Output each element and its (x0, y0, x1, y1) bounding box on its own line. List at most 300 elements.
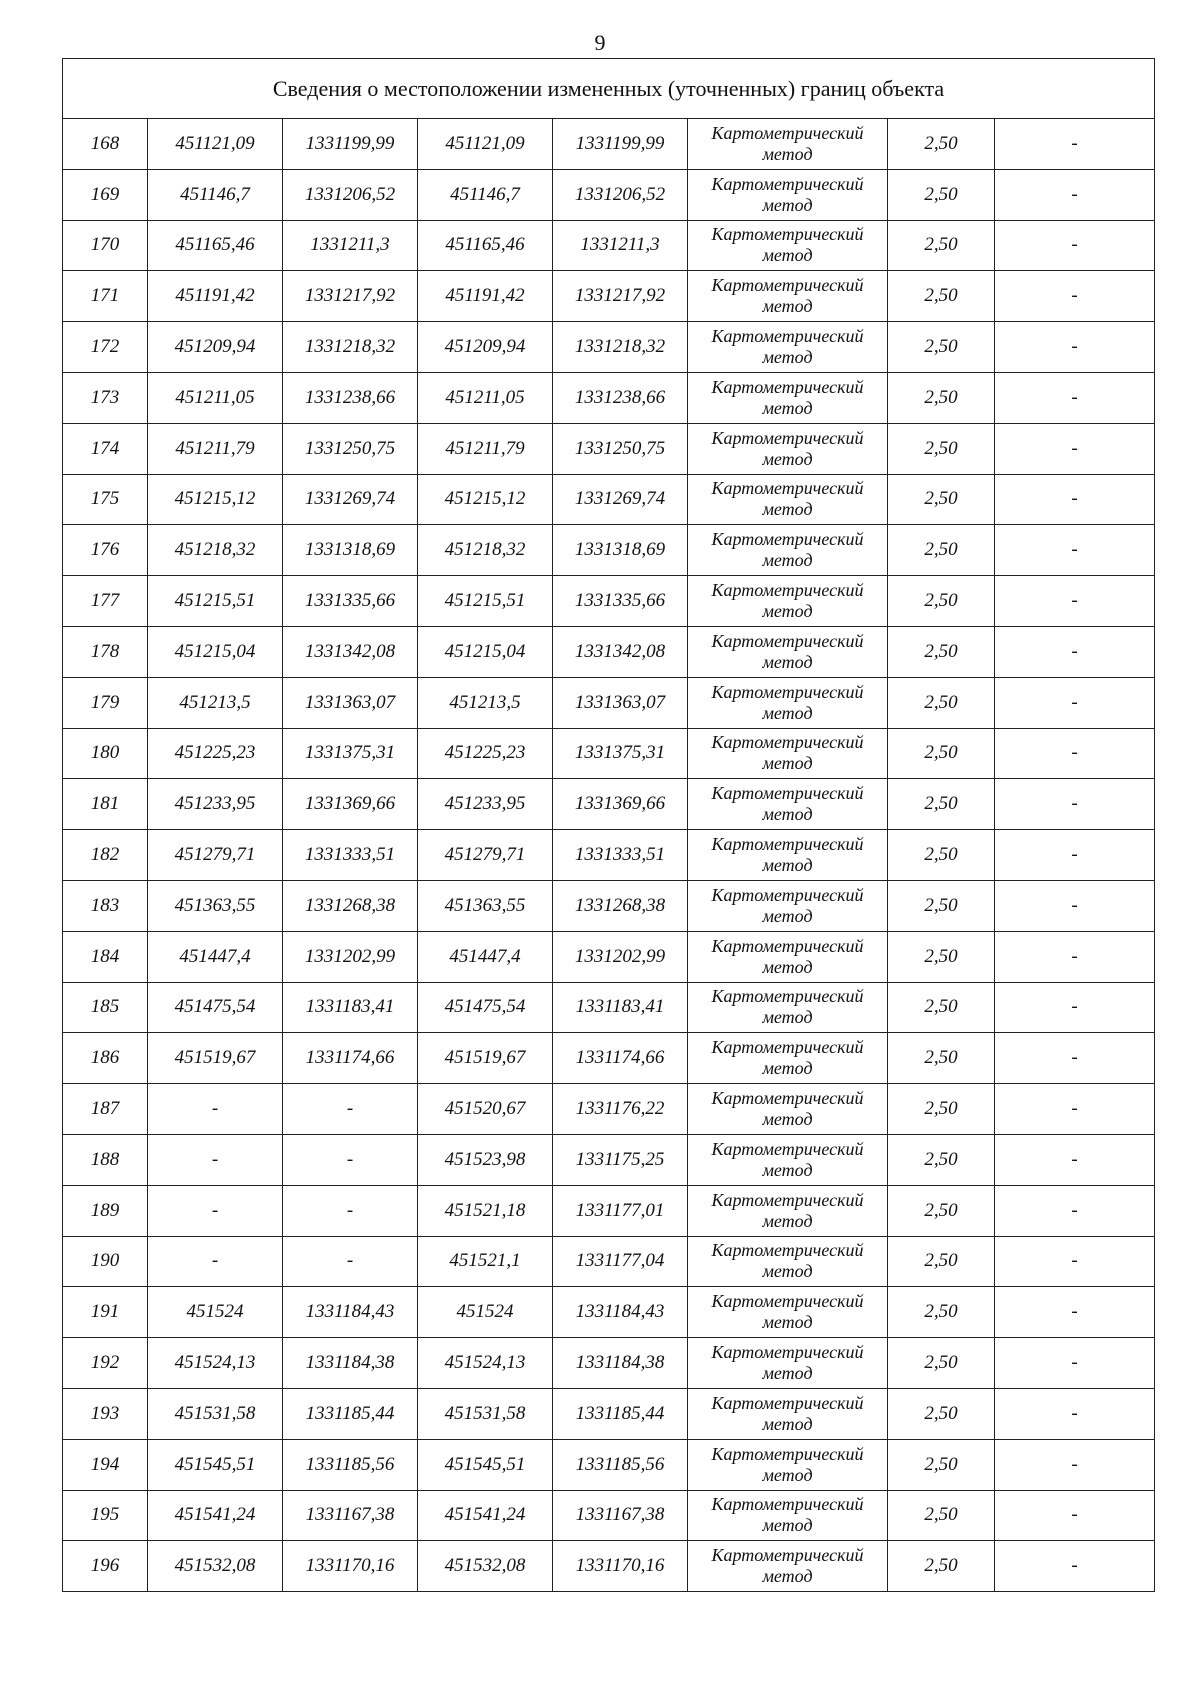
table-row (63, 1134, 1155, 1185)
cell-description: - (995, 1185, 1155, 1236)
cell-accuracy: 2,50 (888, 779, 995, 830)
cell-existing-x: 451541,24 (148, 1490, 283, 1541)
cell-new-x: 451545,51 (418, 1439, 553, 1490)
cell-existing-x: 451531,58 (148, 1388, 283, 1439)
method-line1: Картометрический (711, 275, 864, 296)
cell-point-number: 189 (63, 1185, 148, 1236)
table-row (63, 1338, 1155, 1389)
cell-new-y: 1331363,07 (553, 677, 688, 728)
method-line2: метод (762, 143, 813, 164)
cell-existing-y: 1331318,69 (283, 525, 418, 576)
method-line1: Картометрический (711, 478, 864, 499)
cell-accuracy: 2,50 (888, 474, 995, 525)
cell-existing-x: 451225,23 (148, 728, 283, 779)
cell-existing-y: 1331369,66 (283, 779, 418, 830)
cell-method (688, 119, 888, 170)
cell-new-y: 1331185,44 (553, 1388, 688, 1439)
method-line1: Картометрический (711, 884, 864, 905)
method-line2: метод (762, 1261, 813, 1282)
cell-accuracy: 2,50 (888, 1084, 995, 1135)
method-line2: метод (762, 702, 813, 723)
cell-description: - (995, 474, 1155, 525)
cell-existing-y: 1331217,92 (283, 271, 418, 322)
table-row (63, 1490, 1155, 1541)
cell-new-y: 1331369,66 (553, 779, 688, 830)
cell-existing-y: 1331333,51 (283, 830, 418, 881)
cell-existing-y: 1331250,75 (283, 423, 418, 474)
cell-existing-y: 1331218,32 (283, 322, 418, 373)
method-line2: метод (762, 1464, 813, 1485)
table-row (63, 372, 1155, 423)
cell-method (688, 677, 888, 728)
method-line1: Картометрический (711, 1037, 864, 1058)
cell-method (688, 830, 888, 881)
cell-point-number: 196 (63, 1541, 148, 1592)
cell-new-y: 1331375,31 (553, 728, 688, 779)
cell-accuracy: 2,50 (888, 728, 995, 779)
cell-point-number: 174 (63, 423, 148, 474)
cell-existing-y: 1331183,41 (283, 982, 418, 1033)
cell-new-y: 1331176,22 (553, 1084, 688, 1135)
boundary-coordinates-table (62, 58, 1155, 1592)
cell-new-x: 451165,46 (418, 220, 553, 271)
method-line2: метод (762, 1363, 813, 1384)
method-line1: Картометрический (711, 326, 864, 347)
cell-method (688, 169, 888, 220)
cell-accuracy: 2,50 (888, 1134, 995, 1185)
cell-accuracy: 2,50 (888, 982, 995, 1033)
cell-new-y: 1331211,3 (553, 220, 688, 271)
table-body (63, 119, 1155, 1592)
cell-accuracy: 2,50 (888, 1388, 995, 1439)
cell-accuracy: 2,50 (888, 677, 995, 728)
cell-new-y: 1331269,74 (553, 474, 688, 525)
method-line1: Картометрический (711, 630, 864, 651)
table-row (63, 1033, 1155, 1084)
cell-existing-x: - (148, 1134, 283, 1185)
method-line1: Картометрический (711, 1545, 864, 1566)
method-line2: метод (762, 1566, 813, 1587)
method-line2: метод (762, 194, 813, 215)
cell-description: - (995, 982, 1155, 1033)
method-line2: метод (762, 347, 813, 368)
cell-new-y: 1331174,66 (553, 1033, 688, 1084)
cell-description: - (995, 931, 1155, 982)
cell-point-number: 171 (63, 271, 148, 322)
cell-existing-x: 451191,42 (148, 271, 283, 322)
cell-description: - (995, 169, 1155, 220)
cell-new-y: 1331199,99 (553, 119, 688, 170)
cell-new-y: 1331177,01 (553, 1185, 688, 1236)
cell-accuracy: 2,50 (888, 1185, 995, 1236)
cell-new-x: 451521,18 (418, 1185, 553, 1236)
cell-description: - (995, 1033, 1155, 1084)
method-line2: метод (762, 245, 813, 266)
cell-method (688, 1033, 888, 1084)
cell-accuracy: 2,50 (888, 119, 995, 170)
cell-description: - (995, 677, 1155, 728)
cell-new-y: 1331185,56 (553, 1439, 688, 1490)
cell-new-x: 451225,23 (418, 728, 553, 779)
cell-description: - (995, 1084, 1155, 1135)
cell-new-y: 1331206,52 (553, 169, 688, 220)
cell-new-x: 451213,5 (418, 677, 553, 728)
cell-method (688, 474, 888, 525)
method-line2: метод (762, 601, 813, 622)
cell-accuracy: 2,50 (888, 169, 995, 220)
cell-description: - (995, 880, 1155, 931)
method-line1: Картометрический (711, 1392, 864, 1413)
cell-new-y: 1331250,75 (553, 423, 688, 474)
method-line2: метод (762, 804, 813, 825)
method-line2: метод (762, 1007, 813, 1028)
cell-existing-y: 1331170,16 (283, 1541, 418, 1592)
cell-new-x: 451521,1 (418, 1236, 553, 1287)
table-row (63, 322, 1155, 373)
cell-point-number: 185 (63, 982, 148, 1033)
cell-existing-y: - (283, 1236, 418, 1287)
cell-accuracy: 2,50 (888, 931, 995, 982)
cell-point-number: 193 (63, 1388, 148, 1439)
method-line1: Картометрический (711, 1088, 864, 1109)
cell-accuracy: 2,50 (888, 1490, 995, 1541)
cell-method (688, 576, 888, 627)
cell-new-y: 1331318,69 (553, 525, 688, 576)
cell-description: - (995, 1439, 1155, 1490)
method-line1: Картометрический (711, 376, 864, 397)
cell-method (688, 423, 888, 474)
table-row (63, 1185, 1155, 1236)
cell-description: - (995, 626, 1155, 677)
cell-new-x: 451218,32 (418, 525, 553, 576)
cell-existing-x: 451209,94 (148, 322, 283, 373)
table-title: Сведения о местоположении измененных (уточненных) границ объекта (63, 59, 1155, 119)
table-row (63, 982, 1155, 1033)
cell-method (688, 1439, 888, 1490)
cell-description: - (995, 1338, 1155, 1389)
cell-point-number: 188 (63, 1134, 148, 1185)
cell-point-number: 169 (63, 169, 148, 220)
method-line2: метод (762, 651, 813, 672)
method-line1: Картометрический (711, 783, 864, 804)
cell-description: - (995, 220, 1155, 271)
cell-method (688, 1338, 888, 1389)
cell-existing-y: 1331375,31 (283, 728, 418, 779)
cell-accuracy: 2,50 (888, 372, 995, 423)
table-row (63, 677, 1155, 728)
cell-new-x: 451524 (418, 1287, 553, 1338)
method-line2: метод (762, 1210, 813, 1231)
cell-new-x: 451211,05 (418, 372, 553, 423)
cell-new-x: 451475,54 (418, 982, 553, 1033)
cell-point-number: 192 (63, 1338, 148, 1389)
table-row (63, 576, 1155, 627)
cell-point-number: 182 (63, 830, 148, 881)
cell-new-x: 451233,95 (418, 779, 553, 830)
cell-existing-x: 451363,55 (148, 880, 283, 931)
method-line1: Картометрический (711, 580, 864, 601)
cell-existing-x: - (148, 1084, 283, 1135)
cell-existing-x: 451215,04 (148, 626, 283, 677)
cell-accuracy: 2,50 (888, 1287, 995, 1338)
method-line2: метод (762, 1109, 813, 1130)
cell-accuracy: 2,50 (888, 1236, 995, 1287)
cell-method (688, 982, 888, 1033)
cell-existing-x: 451215,12 (148, 474, 283, 525)
method-line2: метод (762, 1159, 813, 1180)
cell-description: - (995, 779, 1155, 830)
cell-accuracy: 2,50 (888, 880, 995, 931)
cell-new-y: 1331175,25 (553, 1134, 688, 1185)
cell-method (688, 1084, 888, 1135)
cell-method (688, 271, 888, 322)
cell-existing-y: 1331211,3 (283, 220, 418, 271)
method-line2: метод (762, 550, 813, 571)
cell-method (688, 1185, 888, 1236)
cell-method (688, 1134, 888, 1185)
cell-existing-y: 1331269,74 (283, 474, 418, 525)
method-line1: Картометрический (711, 834, 864, 855)
cell-new-x: 451447,4 (418, 931, 553, 982)
cell-method (688, 322, 888, 373)
method-line1: Картометрический (711, 1240, 864, 1261)
method-line1: Картометрический (711, 1189, 864, 1210)
cell-description: - (995, 271, 1155, 322)
cell-existing-y: 1331206,52 (283, 169, 418, 220)
cell-existing-y: 1331268,38 (283, 880, 418, 931)
cell-existing-x: 451279,71 (148, 830, 283, 881)
cell-existing-y: 1331185,44 (283, 1388, 418, 1439)
cell-existing-x: 451524,13 (148, 1338, 283, 1389)
table-row (63, 119, 1155, 170)
cell-existing-y: - (283, 1084, 418, 1135)
cell-method (688, 880, 888, 931)
cell-new-x: 451541,24 (418, 1490, 553, 1541)
cell-method (688, 1490, 888, 1541)
cell-point-number: 194 (63, 1439, 148, 1490)
cell-new-y: 1331184,38 (553, 1338, 688, 1389)
cell-method (688, 1287, 888, 1338)
cell-description: - (995, 1388, 1155, 1439)
table-row (63, 220, 1155, 271)
method-line2: метод (762, 956, 813, 977)
cell-existing-y: 1331185,56 (283, 1439, 418, 1490)
cell-method (688, 626, 888, 677)
cell-method (688, 779, 888, 830)
cell-new-x: 451191,42 (418, 271, 553, 322)
cell-existing-x: - (148, 1236, 283, 1287)
cell-point-number: 168 (63, 119, 148, 170)
cell-existing-x: 451121,09 (148, 119, 283, 170)
table-row (63, 169, 1155, 220)
cell-description: - (995, 1490, 1155, 1541)
table-row (63, 423, 1155, 474)
cell-existing-x: 451475,54 (148, 982, 283, 1033)
method-line2: метод (762, 905, 813, 926)
cell-new-x: 451215,12 (418, 474, 553, 525)
cell-new-y: 1331217,92 (553, 271, 688, 322)
cell-existing-x: 451447,4 (148, 931, 283, 982)
cell-existing-x: 451213,5 (148, 677, 283, 728)
cell-accuracy: 2,50 (888, 1541, 995, 1592)
method-line1: Картометрический (711, 1342, 864, 1363)
cell-new-x: 451279,71 (418, 830, 553, 881)
method-line2: метод (762, 448, 813, 469)
table-row (63, 474, 1155, 525)
cell-existing-y: 1331202,99 (283, 931, 418, 982)
cell-existing-y: 1331363,07 (283, 677, 418, 728)
table-row (63, 728, 1155, 779)
cell-new-y: 1331202,99 (553, 931, 688, 982)
cell-new-x: 451363,55 (418, 880, 553, 931)
cell-description: - (995, 830, 1155, 881)
cell-new-x: 451519,67 (418, 1033, 553, 1084)
cell-existing-x: 451545,51 (148, 1439, 283, 1490)
cell-new-x: 451532,08 (418, 1541, 553, 1592)
cell-accuracy: 2,50 (888, 220, 995, 271)
cell-description: - (995, 322, 1155, 373)
table-row (63, 1236, 1155, 1287)
cell-point-number: 173 (63, 372, 148, 423)
cell-existing-y: 1331184,43 (283, 1287, 418, 1338)
method-line1: Картометрический (711, 1494, 864, 1515)
cell-existing-x: 451146,7 (148, 169, 283, 220)
cell-accuracy: 2,50 (888, 830, 995, 881)
method-line1: Картометрический (711, 427, 864, 448)
cell-point-number: 180 (63, 728, 148, 779)
cell-method (688, 931, 888, 982)
cell-new-x: 451531,58 (418, 1388, 553, 1439)
cell-existing-y: 1331184,38 (283, 1338, 418, 1389)
cell-method (688, 1388, 888, 1439)
method-line2: метод (762, 499, 813, 520)
cell-new-y: 1331183,41 (553, 982, 688, 1033)
cell-existing-x: 451165,46 (148, 220, 283, 271)
cell-existing-y: 1331167,38 (283, 1490, 418, 1541)
method-line1: Картометрический (711, 122, 864, 143)
method-line2: метод (762, 1413, 813, 1434)
cell-new-x: 451146,7 (418, 169, 553, 220)
cell-new-x: 451523,98 (418, 1134, 553, 1185)
cell-point-number: 187 (63, 1084, 148, 1135)
cell-point-number: 172 (63, 322, 148, 373)
method-line1: Картометрический (711, 732, 864, 753)
cell-accuracy: 2,50 (888, 1338, 995, 1389)
cell-new-y: 1331218,32 (553, 322, 688, 373)
method-line1: Картометрический (711, 173, 864, 194)
cell-new-y: 1331167,38 (553, 1490, 688, 1541)
cell-existing-x: 451524 (148, 1287, 283, 1338)
cell-accuracy: 2,50 (888, 1033, 995, 1084)
cell-new-x: 451215,04 (418, 626, 553, 677)
cell-description: - (995, 1134, 1155, 1185)
cell-existing-y: 1331199,99 (283, 119, 418, 170)
method-line1: Картометрический (711, 529, 864, 550)
cell-new-y: 1331268,38 (553, 880, 688, 931)
cell-point-number: 170 (63, 220, 148, 271)
cell-existing-x: 451211,79 (148, 423, 283, 474)
method-line1: Картометрический (711, 224, 864, 245)
cell-new-x: 451209,94 (418, 322, 553, 373)
table-row (63, 1388, 1155, 1439)
method-line1: Картометрический (711, 986, 864, 1007)
cell-new-y: 1331177,04 (553, 1236, 688, 1287)
cell-point-number: 186 (63, 1033, 148, 1084)
cell-description: - (995, 423, 1155, 474)
cell-new-x: 451215,51 (418, 576, 553, 627)
cell-accuracy: 2,50 (888, 576, 995, 627)
cell-accuracy: 2,50 (888, 322, 995, 373)
method-line2: метод (762, 1515, 813, 1536)
cell-point-number: 179 (63, 677, 148, 728)
cell-point-number: 178 (63, 626, 148, 677)
cell-new-y: 1331184,43 (553, 1287, 688, 1338)
method-line2: метод (762, 1058, 813, 1079)
cell-point-number: 191 (63, 1287, 148, 1338)
table-row (63, 271, 1155, 322)
cell-method (688, 525, 888, 576)
method-line1: Картометрический (711, 1291, 864, 1312)
cell-method (688, 220, 888, 271)
table-row (63, 525, 1155, 576)
cell-existing-x: - (148, 1185, 283, 1236)
cell-point-number: 176 (63, 525, 148, 576)
cell-method (688, 728, 888, 779)
cell-accuracy: 2,50 (888, 1439, 995, 1490)
cell-point-number: 184 (63, 931, 148, 982)
cell-existing-x: 451532,08 (148, 1541, 283, 1592)
cell-description: - (995, 1236, 1155, 1287)
cell-description: - (995, 576, 1155, 627)
cell-existing-y: 1331342,08 (283, 626, 418, 677)
cell-existing-y: - (283, 1185, 418, 1236)
cell-description: - (995, 372, 1155, 423)
table-row (63, 880, 1155, 931)
cell-description: - (995, 1287, 1155, 1338)
cell-existing-x: 451211,05 (148, 372, 283, 423)
cell-method (688, 372, 888, 423)
cell-point-number: 175 (63, 474, 148, 525)
page-number: 9 (594, 30, 606, 55)
cell-existing-y: - (283, 1134, 418, 1185)
cell-method (688, 1236, 888, 1287)
cell-description: - (995, 119, 1155, 170)
cell-point-number: 190 (63, 1236, 148, 1287)
method-line1: Картометрический (711, 1138, 864, 1159)
cell-new-x: 451121,09 (418, 119, 553, 170)
cell-new-x: 451211,79 (418, 423, 553, 474)
cell-point-number: 181 (63, 779, 148, 830)
table-row (63, 1541, 1155, 1592)
cell-point-number: 177 (63, 576, 148, 627)
table-row (63, 1084, 1155, 1135)
table-title-row (63, 59, 1155, 119)
cell-existing-y: 1331174,66 (283, 1033, 418, 1084)
cell-new-y: 1331238,66 (553, 372, 688, 423)
table-row (63, 626, 1155, 677)
cell-accuracy: 2,50 (888, 525, 995, 576)
table-row (63, 830, 1155, 881)
method-line1: Картометрический (711, 681, 864, 702)
table-row (63, 1287, 1155, 1338)
cell-existing-y: 1331335,66 (283, 576, 418, 627)
cell-new-x: 451520,67 (418, 1084, 553, 1135)
cell-existing-x: 451218,32 (148, 525, 283, 576)
cell-existing-x: 451215,51 (148, 576, 283, 627)
cell-new-y: 1331335,66 (553, 576, 688, 627)
cell-point-number: 195 (63, 1490, 148, 1541)
cell-accuracy: 2,50 (888, 626, 995, 677)
